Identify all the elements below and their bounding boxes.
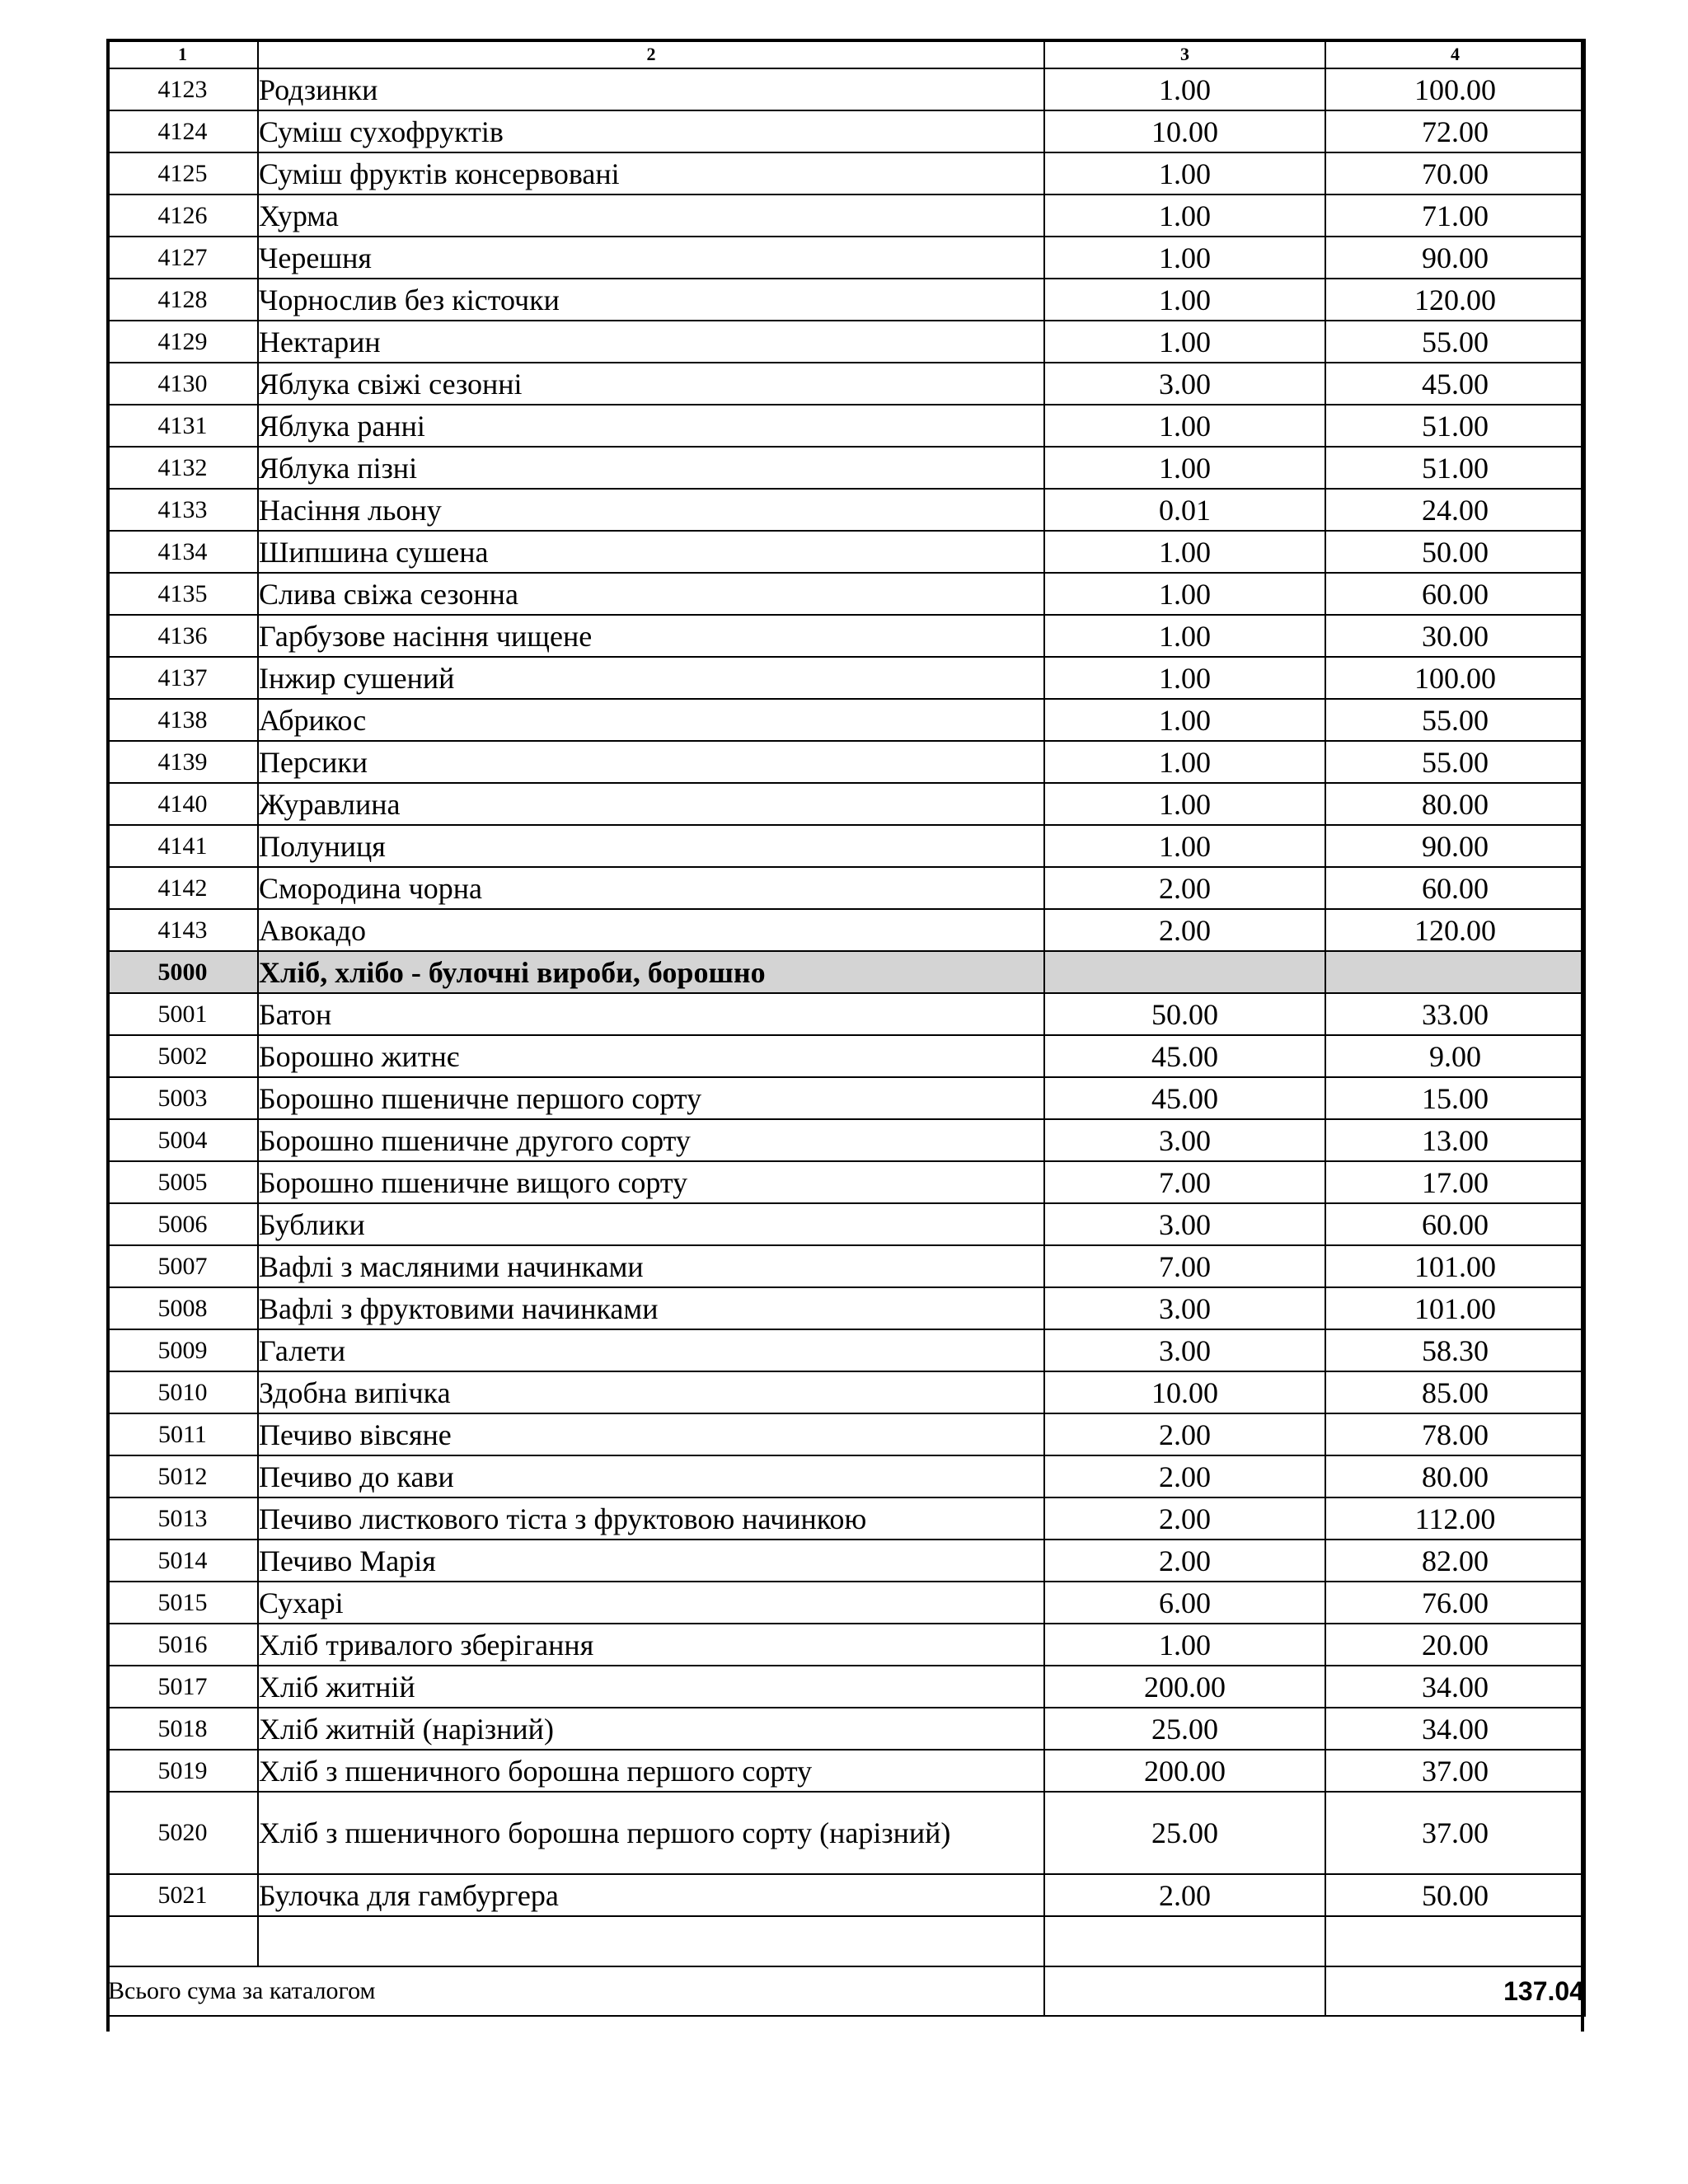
- item-name-cell: Полуниця: [258, 825, 1044, 867]
- item-qty-cell: 3.00: [1044, 1329, 1325, 1371]
- table-row: [107, 1371, 1585, 1413]
- item-price-cell: 24.00: [1325, 489, 1585, 531]
- item-code-cell: 4136: [107, 615, 258, 657]
- table-row: [107, 447, 1585, 489]
- item-name-cell: Бублики: [258, 1203, 1044, 1245]
- item-code-cell: 4139: [107, 741, 258, 783]
- item-name-cell: Печиво Марія: [258, 1540, 1044, 1582]
- item-qty-cell: 2.00: [1044, 1455, 1325, 1497]
- table-row: [107, 1874, 1585, 1916]
- item-qty-cell: 1.00: [1044, 825, 1325, 867]
- table-row: [107, 1119, 1585, 1161]
- item-price-cell: 82.00: [1325, 1540, 1585, 1582]
- item-price-cell: 55.00: [1325, 321, 1585, 363]
- table-row: [107, 1497, 1585, 1540]
- item-qty-cell: 1.00: [1044, 279, 1325, 321]
- item-name-cell: Насіння льону: [258, 489, 1044, 531]
- item-price-cell: 80.00: [1325, 1455, 1585, 1497]
- empty-row: [107, 1916, 1585, 1966]
- item-price-cell: 70.00: [1325, 152, 1585, 194]
- item-code-cell: 5009: [107, 1329, 258, 1371]
- item-name-cell: Журавлина: [258, 783, 1044, 825]
- table-row: [107, 489, 1585, 531]
- item-code-cell: 5011: [107, 1413, 258, 1455]
- item-price-cell: 34.00: [1325, 1708, 1585, 1750]
- item-price-cell: 33.00: [1325, 993, 1585, 1035]
- item-price-cell: 55.00: [1325, 699, 1585, 741]
- item-name-cell: Яблука пізні: [258, 447, 1044, 489]
- column-header-2: 2: [258, 40, 1044, 68]
- item-code-cell: 5018: [107, 1708, 258, 1750]
- table-row: [107, 279, 1585, 321]
- total-label: Всього сума за каталогом: [107, 1966, 1044, 2016]
- item-price-cell: 101.00: [1325, 1287, 1585, 1329]
- table-row: [107, 1750, 1585, 1792]
- item-price-cell: 34.00: [1325, 1666, 1585, 1708]
- item-qty-cell: 2.00: [1044, 909, 1325, 951]
- table-row: [107, 1455, 1585, 1497]
- item-qty-cell: 10.00: [1044, 110, 1325, 152]
- item-price-cell: 37.00: [1325, 1750, 1585, 1792]
- item-price-cell: 50.00: [1325, 1874, 1585, 1916]
- item-qty-cell: 1.00: [1044, 531, 1325, 573]
- item-name-cell: Персики: [258, 741, 1044, 783]
- item-code-cell: 5003: [107, 1077, 258, 1119]
- item-name-cell: Хліб тривалого зберігання: [258, 1624, 1044, 1666]
- item-qty-cell: 10.00: [1044, 1371, 1325, 1413]
- item-code-cell: 5008: [107, 1287, 258, 1329]
- item-name-cell: Хліб, хлібо - булочні вироби, борошно: [258, 951, 1044, 993]
- table-row: [107, 1792, 1585, 1874]
- table-row: [107, 1161, 1585, 1203]
- item-price-cell: 60.00: [1325, 867, 1585, 909]
- item-qty-cell: 7.00: [1044, 1161, 1325, 1203]
- item-code-cell: 4143: [107, 909, 258, 951]
- item-code-cell: 5001: [107, 993, 258, 1035]
- item-price-cell: 100.00: [1325, 68, 1585, 110]
- item-price-cell: 20.00: [1325, 1624, 1585, 1666]
- item-name-cell: Хліб житній: [258, 1666, 1044, 1708]
- total-empty-cell: [1044, 1966, 1325, 2016]
- item-price-cell: 58.30: [1325, 1329, 1585, 1371]
- item-qty-cell: 1.00: [1044, 783, 1325, 825]
- item-name-cell: Печиво до кави: [258, 1455, 1044, 1497]
- item-name-cell: Яблука свіжі сезонні: [258, 363, 1044, 405]
- item-price-cell: 80.00: [1325, 783, 1585, 825]
- item-price-cell: 60.00: [1325, 573, 1585, 615]
- table-row: [107, 573, 1585, 615]
- item-code-cell: 5012: [107, 1455, 258, 1497]
- table-row: [107, 1329, 1585, 1371]
- item-code-cell: 4131: [107, 405, 258, 447]
- item-price-cell: 71.00: [1325, 194, 1585, 237]
- item-code-cell: 5000: [107, 951, 258, 993]
- item-code-cell: 4138: [107, 699, 258, 741]
- catalog-table-body: [107, 40, 1585, 2016]
- item-qty-cell: 7.00: [1044, 1245, 1325, 1287]
- table-row: [107, 68, 1585, 110]
- table-row: [107, 194, 1585, 237]
- item-name-cell: Абрикос: [258, 699, 1044, 741]
- table-row: [107, 110, 1585, 152]
- item-price-cell: 51.00: [1325, 447, 1585, 489]
- table-row: [107, 1413, 1585, 1455]
- table-row: [107, 1035, 1585, 1077]
- item-qty-cell: 2.00: [1044, 1540, 1325, 1582]
- item-code-cell: 5002: [107, 1035, 258, 1077]
- table-row: [107, 825, 1585, 867]
- item-code-cell: 5005: [107, 1161, 258, 1203]
- item-price-cell: 13.00: [1325, 1119, 1585, 1161]
- table-row: [107, 363, 1585, 405]
- table-row: [107, 783, 1585, 825]
- total-value: 137.04: [1325, 1966, 1585, 2016]
- item-price-cell: 30.00: [1325, 615, 1585, 657]
- table-row: [107, 867, 1585, 909]
- item-code-cell: 4137: [107, 657, 258, 699]
- item-qty-cell: 2.00: [1044, 1497, 1325, 1540]
- column-header-4: 4: [1325, 40, 1585, 68]
- item-qty-cell: 1.00: [1044, 615, 1325, 657]
- item-code-cell: 4142: [107, 867, 258, 909]
- item-qty-cell: 2.00: [1044, 867, 1325, 909]
- item-name-cell: Суміш сухофруктів: [258, 110, 1044, 152]
- item-code-cell: 5016: [107, 1624, 258, 1666]
- table-row: [107, 405, 1585, 447]
- item-code-cell: 5006: [107, 1203, 258, 1245]
- item-name-cell: Борошно житнє: [258, 1035, 1044, 1077]
- item-price-cell: 51.00: [1325, 405, 1585, 447]
- item-qty-cell: 1.00: [1044, 1624, 1325, 1666]
- item-code-cell: 5020: [107, 1792, 258, 1874]
- item-code-cell: 4123: [107, 68, 258, 110]
- item-qty-cell: 1.00: [1044, 405, 1325, 447]
- empty-cell: [1325, 1916, 1585, 1966]
- item-code-cell: 4124: [107, 110, 258, 152]
- table-row: [107, 909, 1585, 951]
- item-name-cell: Хліб з пшеничного борошна першого сорту (нарізний): [258, 1792, 1044, 1874]
- empty-cell: [1044, 1916, 1325, 1966]
- item-price-cell: 72.00: [1325, 110, 1585, 152]
- table-row: [107, 531, 1585, 573]
- item-price-cell: [1325, 951, 1585, 993]
- item-price-cell: 120.00: [1325, 909, 1585, 951]
- table-row: [107, 237, 1585, 279]
- empty-cell: [107, 1916, 258, 1966]
- item-price-cell: 112.00: [1325, 1497, 1585, 1540]
- item-qty-cell: 1.00: [1044, 699, 1325, 741]
- item-qty-cell: 2.00: [1044, 1874, 1325, 1916]
- table-row: [107, 615, 1585, 657]
- item-price-cell: 76.00: [1325, 1582, 1585, 1624]
- item-price-cell: 90.00: [1325, 825, 1585, 867]
- column-header-3: 3: [1044, 40, 1325, 68]
- item-code-cell: 4125: [107, 152, 258, 194]
- item-name-cell: Булочка для гамбургера: [258, 1874, 1044, 1916]
- item-code-cell: 4133: [107, 489, 258, 531]
- item-qty-cell: 3.00: [1044, 1119, 1325, 1161]
- item-qty-cell: 200.00: [1044, 1666, 1325, 1708]
- table-row: [107, 321, 1585, 363]
- item-name-cell: Слива свіжа сезонна: [258, 573, 1044, 615]
- item-code-cell: 4135: [107, 573, 258, 615]
- table-row: [107, 657, 1585, 699]
- column-header-1: 1: [107, 40, 258, 68]
- item-name-cell: Інжир сушений: [258, 657, 1044, 699]
- item-name-cell: Галети: [258, 1329, 1044, 1371]
- item-price-cell: 9.00: [1325, 1035, 1585, 1077]
- item-name-cell: Печиво листкового тіста з фруктовою начинкою: [258, 1497, 1044, 1540]
- item-qty-cell: 6.00: [1044, 1582, 1325, 1624]
- table-row: [107, 993, 1585, 1035]
- item-qty-cell: 3.00: [1044, 363, 1325, 405]
- item-name-cell: Хліб житній (нарізний): [258, 1708, 1044, 1750]
- item-code-cell: 5004: [107, 1119, 258, 1161]
- item-qty-cell: 45.00: [1044, 1035, 1325, 1077]
- table-row: [107, 152, 1585, 194]
- item-qty-cell: 1.00: [1044, 657, 1325, 699]
- item-name-cell: Борошно пшеничне другого сорту: [258, 1119, 1044, 1161]
- item-price-cell: 55.00: [1325, 741, 1585, 783]
- table-row: [107, 1582, 1585, 1624]
- table-row: [107, 1245, 1585, 1287]
- catalog-table: [106, 39, 1586, 2017]
- item-code-cell: 5014: [107, 1540, 258, 1582]
- item-name-cell: Яблука ранні: [258, 405, 1044, 447]
- table-row: [107, 1287, 1585, 1329]
- item-name-cell: Гарбузове насіння чищене: [258, 615, 1044, 657]
- table-row: [107, 1077, 1585, 1119]
- item-name-cell: Суміш фруктів консервовані: [258, 152, 1044, 194]
- item-code-cell: 4134: [107, 531, 258, 573]
- item-name-cell: Здобна випічка: [258, 1371, 1044, 1413]
- item-name-cell: Смородина чорна: [258, 867, 1044, 909]
- item-qty-cell: 1.00: [1044, 68, 1325, 110]
- table-row: [107, 1624, 1585, 1666]
- item-code-cell: 4128: [107, 279, 258, 321]
- item-name-cell: Вафлі з масляними начинками: [258, 1245, 1044, 1287]
- item-qty-cell: 1.00: [1044, 573, 1325, 615]
- item-name-cell: Борошно пшеничне першого сорту: [258, 1077, 1044, 1119]
- item-name-cell: Вафлі з фруктовими начинками: [258, 1287, 1044, 1329]
- item-qty-cell: 3.00: [1044, 1203, 1325, 1245]
- item-qty-cell: 1.00: [1044, 237, 1325, 279]
- item-price-cell: 60.00: [1325, 1203, 1585, 1245]
- table-row: [107, 699, 1585, 741]
- total-row: [107, 1966, 1585, 2016]
- item-code-cell: 4126: [107, 194, 258, 237]
- table-row: [107, 1203, 1585, 1245]
- item-price-cell: 120.00: [1325, 279, 1585, 321]
- section-row: [107, 951, 1585, 993]
- item-qty-cell: 200.00: [1044, 1750, 1325, 1792]
- item-price-cell: 17.00: [1325, 1161, 1585, 1203]
- column-number-header-row: [107, 40, 1585, 68]
- item-qty-cell: 1.00: [1044, 741, 1325, 783]
- empty-cell: [258, 1916, 1044, 1966]
- item-code-cell: 5007: [107, 1245, 258, 1287]
- item-name-cell: Чорнослив без кісточки: [258, 279, 1044, 321]
- item-name-cell: Сухарі: [258, 1582, 1044, 1624]
- item-code-cell: 5021: [107, 1874, 258, 1916]
- item-price-cell: 101.00: [1325, 1245, 1585, 1287]
- item-code-cell: 5010: [107, 1371, 258, 1413]
- item-qty-cell: 1.00: [1044, 321, 1325, 363]
- item-code-cell: 5017: [107, 1666, 258, 1708]
- item-price-cell: 45.00: [1325, 363, 1585, 405]
- item-price-cell: 15.00: [1325, 1077, 1585, 1119]
- item-qty-cell: 25.00: [1044, 1708, 1325, 1750]
- item-name-cell: Шипшина сушена: [258, 531, 1044, 573]
- item-name-cell: Хурма: [258, 194, 1044, 237]
- item-code-cell: 4140: [107, 783, 258, 825]
- item-code-cell: 4132: [107, 447, 258, 489]
- table-row: [107, 1708, 1585, 1750]
- item-code-cell: 4141: [107, 825, 258, 867]
- item-name-cell: Борошно пшеничне вищого сорту: [258, 1161, 1044, 1203]
- item-name-cell: Батон: [258, 993, 1044, 1035]
- item-code-cell: 5013: [107, 1497, 258, 1540]
- table-row: [107, 1666, 1585, 1708]
- item-name-cell: Авокадо: [258, 909, 1044, 951]
- item-qty-cell: 1.00: [1044, 152, 1325, 194]
- item-qty-cell: 1.00: [1044, 447, 1325, 489]
- item-name-cell: Печиво вівсяне: [258, 1413, 1044, 1455]
- item-name-cell: Хліб з пшеничного борошна першого сорту: [258, 1750, 1044, 1792]
- item-code-cell: 4127: [107, 237, 258, 279]
- item-price-cell: 85.00: [1325, 1371, 1585, 1413]
- item-code-cell: 5019: [107, 1750, 258, 1792]
- item-price-cell: 90.00: [1325, 237, 1585, 279]
- item-qty-cell: 50.00: [1044, 993, 1325, 1035]
- item-name-cell: Черешня: [258, 237, 1044, 279]
- item-name-cell: Нектарин: [258, 321, 1044, 363]
- table-row: [107, 1540, 1585, 1582]
- item-qty-cell: 45.00: [1044, 1077, 1325, 1119]
- item-qty-cell: 25.00: [1044, 1792, 1325, 1874]
- item-code-cell: 5015: [107, 1582, 258, 1624]
- item-price-cell: 78.00: [1325, 1413, 1585, 1455]
- table-row: [107, 741, 1585, 783]
- item-qty-cell: 1.00: [1044, 194, 1325, 237]
- item-name-cell: Родзинки: [258, 68, 1044, 110]
- item-qty-cell: [1044, 951, 1325, 993]
- item-qty-cell: 2.00: [1044, 1413, 1325, 1455]
- item-qty-cell: 0.01: [1044, 489, 1325, 531]
- item-price-cell: 50.00: [1325, 531, 1585, 573]
- item-price-cell: 100.00: [1325, 657, 1585, 699]
- item-code-cell: 4130: [107, 363, 258, 405]
- item-qty-cell: 3.00: [1044, 1287, 1325, 1329]
- item-code-cell: 4129: [107, 321, 258, 363]
- item-price-cell: 37.00: [1325, 1792, 1585, 1874]
